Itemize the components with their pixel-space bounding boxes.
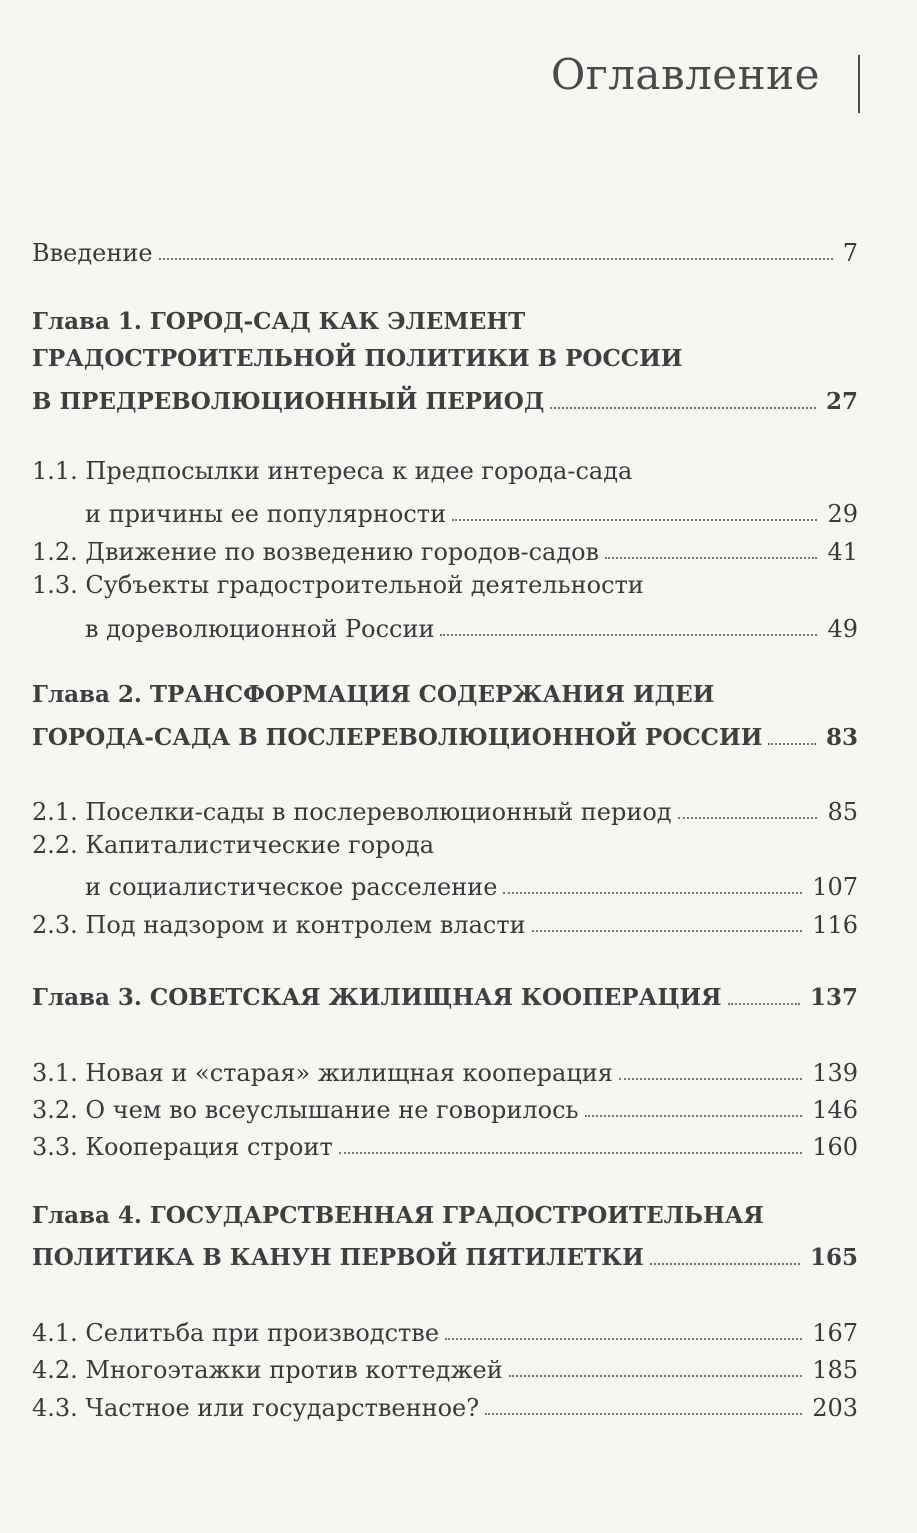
section-3-3-title: 3.3. Кооперация строит <box>32 1133 333 1161</box>
toc-page-number: 49 <box>827 615 858 643</box>
toc-page-number: 185 <box>812 1356 858 1384</box>
toc-page-number: 165 <box>809 1244 858 1271</box>
chapter-2-title-line-1: Глава 2. ТРАНСФОРМАЦИЯ СОДЕРЖАНИЯ ИДЕИ <box>32 681 715 708</box>
page-title: Оглавление <box>550 50 820 99</box>
section-1-1-line-2: и причины ее популярности <box>85 500 447 528</box>
toc-entry-section-1-2[interactable] <box>32 527 858 567</box>
chapter-4-title-line-2: ПОЛИТИКА В КАНУН ПЕРВОЙ ПЯТИЛЕТКИ <box>32 1244 644 1271</box>
leader-dots <box>159 257 833 260</box>
toc-page-number: 7 <box>842 239 858 267</box>
leader-dots <box>678 816 818 819</box>
toc-entry-section-3-2[interactable] <box>32 1085 858 1125</box>
title-rule <box>858 55 860 113</box>
toc-page-number: 29 <box>827 500 858 528</box>
section-4-3-title: 4.3. Частное или государственное? <box>32 1394 480 1422</box>
leader-dots <box>509 1374 803 1377</box>
chapter-3-title: Глава 3. СОВЕТСКАЯ ЖИЛИЩНАЯ КООПЕРАЦИЯ <box>32 984 722 1011</box>
section-1-3-line-1: 1.3. Субъекты градостроительной деятельности <box>32 571 644 599</box>
section-2-1-title: 2.1. Поселки-сады в послереволюционный период <box>32 798 672 826</box>
leader-dots <box>503 891 802 894</box>
leader-dots <box>605 556 817 559</box>
toc-entry-section-3-3[interactable] <box>32 1122 858 1162</box>
chapter-2-title-line-2: ГОРОДА-САДА В ПОСЛЕРЕВОЛЮЦИОННОЙ РОССИИ <box>32 724 763 751</box>
chapter-1-title-line-1: Глава 1. ГОРОД-САД КАК ЭЛЕМЕНТ <box>32 308 526 335</box>
section-3-2-title: 3.2. О чем во всеуслышание не говорилось <box>32 1096 579 1124</box>
section-4-2-title: 4.2. Многоэтажки против коттеджей <box>32 1356 503 1384</box>
toc-entry-section-4-2[interactable] <box>32 1345 858 1385</box>
chapter-1-title-line-2: ГРАДОСТРОИТЕЛЬНОЙ ПОЛИТИКИ В РОССИИ <box>32 345 683 372</box>
toc-entry-chapter-4[interactable] <box>32 1233 858 1273</box>
leader-dots <box>445 1337 802 1340</box>
toc-page-number: 203 <box>812 1394 858 1422</box>
toc-entry-section-2-3[interactable] <box>32 900 858 940</box>
leader-dots <box>339 1151 802 1154</box>
section-1-2-title: 1.2. Движение по возведению городов-садов <box>32 538 600 566</box>
toc-entry-section-2-2[interactable] <box>85 862 858 902</box>
toc-entry-section-4-1[interactable] <box>32 1308 858 1348</box>
chapter-4-title-line-1: Глава 4. ГОСУДАРСТВЕННАЯ ГРАДОСТРОИТЕЛЬНАЯ <box>32 1202 764 1229</box>
toc-entry-section-3-1[interactable] <box>32 1048 858 1088</box>
leader-dots <box>452 518 817 521</box>
leader-dots <box>768 742 816 745</box>
leader-dots <box>728 1002 800 1005</box>
section-2-2-line-1: 2.2. Капиталистические города <box>32 831 435 859</box>
toc-page-number: 85 <box>827 798 858 826</box>
toc-page-number: 139 <box>812 1059 858 1087</box>
section-2-2-line-2: и социалистическое расселение <box>85 873 498 901</box>
toc-entry-chapter-1[interactable] <box>32 377 858 417</box>
chapter-1-title-line-3: В ПРЕДРЕВОЛЮЦИОННЫЙ ПЕРИОД <box>32 388 545 415</box>
toc-entry-section-2-1[interactable] <box>32 787 858 827</box>
leader-dots <box>440 633 817 636</box>
toc-page-number: 107 <box>812 873 858 901</box>
toc-entry-chapter-3[interactable] <box>32 973 858 1013</box>
section-1-1-line-1: 1.1. Предпосылки интереса к идее города-сада <box>32 457 633 485</box>
leader-dots <box>485 1412 802 1415</box>
toc-page-number: 146 <box>812 1096 858 1124</box>
toc-entry-title: Введение <box>32 239 153 267</box>
section-4-1-title: 4.1. Селитьба при производстве <box>32 1319 440 1347</box>
section-2-3-title: 2.3. Под надзором и контролем власти <box>32 911 526 939</box>
toc-page-number: 83 <box>825 724 858 751</box>
section-3-1-title: 3.1. Новая и «старая» жилищная кооперация <box>32 1059 613 1087</box>
toc-entry-section-1-3[interactable] <box>85 604 858 644</box>
toc-page-number: 41 <box>827 538 858 566</box>
toc-page-number: 167 <box>812 1319 858 1347</box>
leader-dots <box>532 929 803 932</box>
toc-page-number: 116 <box>812 911 858 939</box>
leader-dots <box>550 406 816 409</box>
toc-entry-intro[interactable] <box>32 228 858 268</box>
toc-entry-chapter-2[interactable] <box>32 713 858 753</box>
toc-entry-section-1-1[interactable] <box>85 489 858 529</box>
toc-entry-section-4-3[interactable] <box>32 1383 858 1423</box>
toc-page-number: 137 <box>809 984 858 1011</box>
section-1-3-line-2: в дореволюционной России <box>85 615 435 643</box>
leader-dots <box>619 1077 802 1080</box>
toc-page-number: 160 <box>812 1133 858 1161</box>
toc-page-number: 27 <box>825 388 858 415</box>
leader-dots <box>585 1114 803 1117</box>
leader-dots <box>650 1262 800 1265</box>
